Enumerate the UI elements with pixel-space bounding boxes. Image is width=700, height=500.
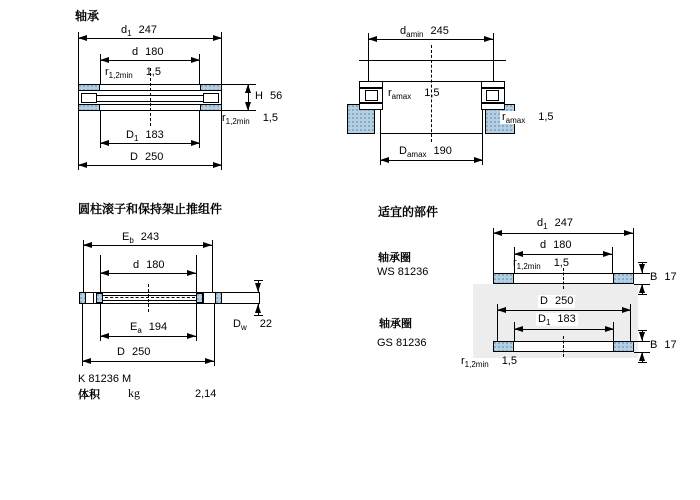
- dim-line-Damax: [380, 160, 483, 161]
- bearing-title: 轴承: [75, 9, 100, 23]
- washer-outline: [359, 103, 383, 110]
- ext-line: [196, 255, 197, 292]
- centerline: [563, 268, 564, 289]
- ws-designation: WS 81236: [377, 266, 429, 278]
- arrow-right-icon: [624, 230, 633, 236]
- centerline: [150, 68, 151, 126]
- dim-line-D: [497, 310, 631, 311]
- dim-label-ramax: $r_{amax}$ 1,5: [502, 111, 554, 126]
- roller-section: [96, 293, 103, 303]
- centerline: [563, 336, 564, 357]
- arrow-right-icon: [191, 140, 200, 146]
- dim-label-Ea: $E_a$ 194: [130, 321, 168, 336]
- dim-line-d1: [78, 38, 222, 39]
- arrow-right-icon: [605, 326, 614, 332]
- components-title: 适宜的部件: [378, 205, 439, 219]
- dim-line-Ea: [100, 336, 196, 337]
- dim-label-D1: $D_1$ 183: [538, 313, 576, 328]
- dim-label-Damax: $D_{amax}$ 190: [399, 145, 452, 160]
- mass-value: 2,14: [195, 388, 217, 400]
- washer-hatch: [493, 273, 514, 284]
- section-edge: [221, 91, 222, 104]
- gs-label: 轴承圈: [379, 317, 412, 330]
- roller-section: [196, 293, 203, 303]
- arrow-down-icon: [245, 102, 251, 111]
- arrow-right-icon: [191, 57, 200, 63]
- arrow-left-icon: [100, 140, 109, 146]
- arrow-down-icon: [639, 264, 645, 273]
- dim-label-B: B 17: [650, 339, 677, 351]
- dim-label-d1: $d_1$ 247: [121, 24, 157, 39]
- arrow-right-icon: [622, 307, 631, 313]
- dim-label-D1: $D_1$ 183: [126, 129, 164, 144]
- arrow-left-icon: [368, 36, 377, 42]
- dim-label-D: D 250: [130, 151, 164, 163]
- washer-hatch: [493, 341, 514, 352]
- washer-outline: [481, 81, 505, 88]
- arrow-up-icon: [639, 284, 645, 293]
- arrow-down-icon: [255, 283, 261, 292]
- dim-label-Dw: $D_w$ 22: [233, 318, 272, 333]
- roller-section: [81, 93, 97, 103]
- mass-label: 体积: [78, 388, 100, 401]
- roller-section: [203, 93, 219, 103]
- dim-label-r12min: $r_{1,2min}$ 1,5: [461, 355, 517, 370]
- dim-label-r12min: $r_{1,2min}$ 1,5: [105, 66, 161, 81]
- dim-line-d: [100, 273, 196, 274]
- ext-line: [212, 240, 213, 292]
- arrow-up-icon: [245, 84, 251, 93]
- ws-label: 轴承圈: [378, 251, 411, 264]
- shaft-outline: [493, 33, 494, 82]
- dim-label-r12min: $r_{1,2min}$ 1,5: [222, 112, 278, 127]
- arrow-right-icon: [213, 35, 222, 41]
- arrow-right-icon: [603, 251, 612, 257]
- washer-outline: [359, 81, 383, 88]
- ext-line: [633, 228, 634, 273]
- arrow-left-icon: [78, 162, 87, 168]
- ext-line: [634, 273, 650, 274]
- dim-label-B: B 17: [650, 271, 677, 283]
- arrow-right-icon: [474, 157, 483, 163]
- arrow-up-icon: [639, 352, 645, 361]
- dim-label-ramax: $r_{amax}$ 1,5: [388, 87, 440, 102]
- arrow-right-icon: [205, 358, 214, 364]
- arrow-up-icon: [255, 304, 261, 313]
- dim-label-damin: $d_{amin}$ 245: [400, 25, 449, 40]
- dim-label-d: d 180: [133, 259, 165, 271]
- arrow-left-icon: [100, 333, 109, 339]
- arrow-left-icon: [514, 326, 523, 332]
- strip-end-line: [259, 292, 260, 304]
- arrow-left-icon: [78, 35, 87, 41]
- dim-line-d: [514, 254, 612, 255]
- arrow-left-icon: [82, 358, 91, 364]
- ext-line: [638, 294, 647, 295]
- ext-line: [612, 247, 613, 273]
- washer-hatch: [613, 273, 634, 284]
- dim-line-D1: [100, 143, 200, 144]
- dim-label-d: d 180: [132, 46, 164, 58]
- dim-line-D: [78, 165, 222, 166]
- roller-outline: [486, 90, 499, 101]
- washer-hatch: [78, 84, 100, 91]
- arrow-right-icon: [203, 242, 212, 248]
- centerline: [105, 297, 195, 298]
- dim-line-Eb: [83, 245, 212, 246]
- cage-line: [103, 300, 196, 301]
- roller-outline: [365, 90, 378, 101]
- arrow-left-icon: [493, 230, 502, 236]
- arrow-down-icon: [639, 332, 645, 341]
- arrow-right-icon: [213, 162, 222, 168]
- arrow-right-icon: [484, 36, 493, 42]
- arrow-right-icon: [187, 333, 196, 339]
- dim-line-damin: [368, 39, 493, 40]
- roller-end-section: [215, 292, 222, 304]
- ext-line: [214, 304, 215, 366]
- dim-label-D: D 250: [540, 295, 574, 307]
- shoulder-line: [359, 60, 506, 61]
- dim-label-r12min: $r_{1,2min}$ 1,5: [513, 257, 569, 272]
- ext-line: [634, 341, 650, 342]
- designation: K 81236 M: [78, 373, 132, 385]
- ext-line: [638, 362, 647, 363]
- ext-line: [82, 304, 83, 366]
- dim-line-D: [82, 361, 214, 362]
- washer-hatch: [613, 341, 634, 352]
- mass-unit: kg: [128, 386, 140, 400]
- arrow-left-icon: [100, 57, 109, 63]
- dim-label-D: D 250: [117, 346, 151, 358]
- dim-line-D1: [514, 329, 614, 330]
- washer-hatch: [78, 104, 100, 111]
- ext-line: [196, 304, 197, 341]
- ext-line: [254, 315, 263, 316]
- dim-line-Dw: [258, 280, 259, 292]
- arrow-left-icon: [100, 270, 109, 276]
- dim-label-d1: $d_1$ 247: [537, 217, 573, 232]
- dim-line-B: [642, 330, 643, 341]
- section-edge: [78, 91, 79, 104]
- dim-line-B: [642, 262, 643, 273]
- assembly-title: 圆柱滚子和保持架止推组件: [78, 202, 223, 216]
- arrow-left-icon: [380, 157, 389, 163]
- dim-label-d: d 180: [540, 239, 572, 251]
- dim-line-d1: [493, 233, 633, 234]
- cage-line: [103, 295, 196, 296]
- dim-line-H: [248, 84, 249, 111]
- arrow-left-icon: [497, 307, 506, 313]
- washer-hatch: [200, 104, 222, 111]
- dim-label-H: H 56: [255, 90, 283, 102]
- gs-designation: GS 81236: [377, 337, 427, 349]
- dim-line-d: [100, 60, 200, 61]
- roller-end-section: [79, 292, 86, 304]
- centerline: [148, 284, 149, 312]
- washer-hatch: [200, 84, 222, 91]
- arrow-left-icon: [83, 242, 92, 248]
- dim-label-Eb: $E_b$ 243: [122, 231, 160, 246]
- washer-outline: [481, 103, 505, 110]
- arrow-right-icon: [187, 270, 196, 276]
